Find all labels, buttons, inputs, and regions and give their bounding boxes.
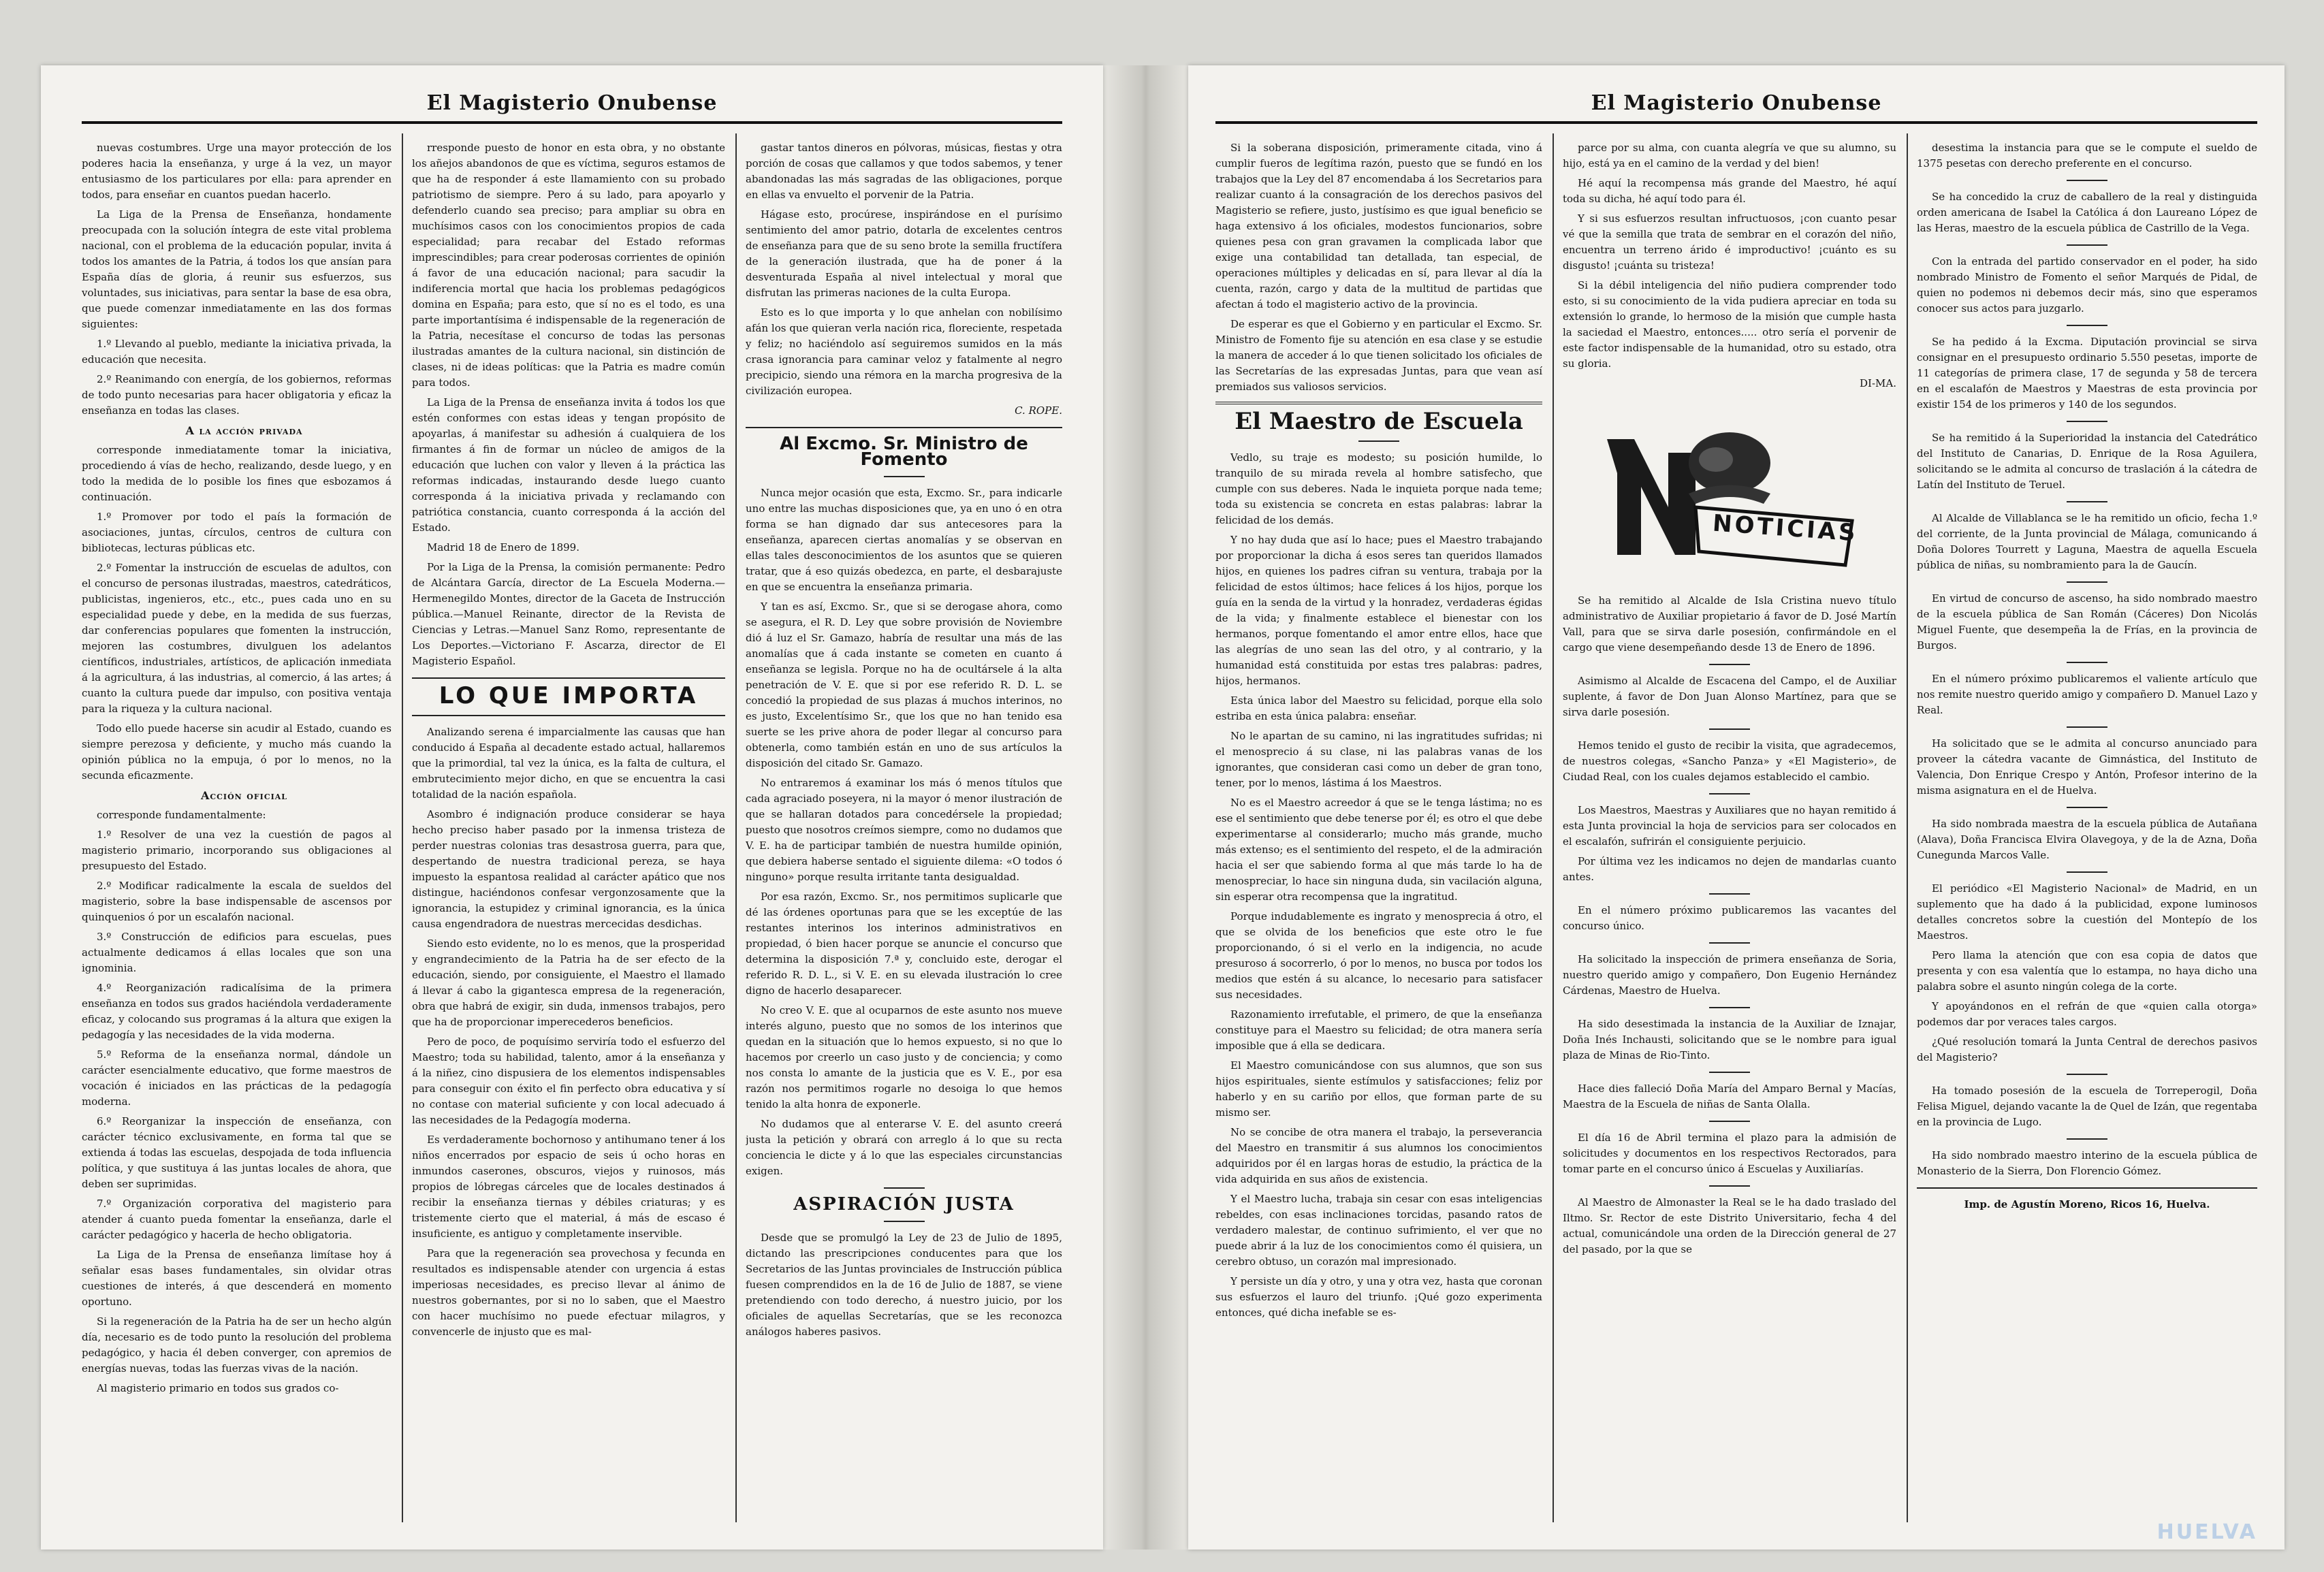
paragraph: Al Alcalde de Villablanca se le ha remitido un oficio, fecha 1.º del corriente, de la Junta provincial de Málaga, comunicando á Doña Dolores Tourrett y Laguna, Maestra de aquella Escuela pública de niñas, su nombramiento para la de Gaucín. xyxy=(1917,512,2257,571)
signature: DI-MA. xyxy=(1860,377,1896,389)
divider xyxy=(2067,1138,2107,1140)
divider xyxy=(1709,664,1750,665)
paragraph: Vedlo, su traje es modesto; su posición humilde, lo tranquilo de su mirada revela al hombre satisfecho, que cumple con sus deberes. Nada le inquieta porque nada teme; toda su existencia se concreta en estas palabras: labrar la felicidad de los demás. xyxy=(1215,451,1542,526)
paragraph: No creo V. E. que al ocuparnos de este asunto nos mueve interés alguno, puesto que no somos de los interinos que quedan en la situación que lo hemos expuesto, si no que lo hacemos por creerlo un caso justo y de conciencia; y como nos consta lo amante de la justicia que es V. E., por esa razón nos permitimos rogarle no desoiga lo que hemos tenido la alta honra de exponerle. xyxy=(746,1004,1062,1110)
left-column-2 xyxy=(412,140,725,1522)
noticias-title: NOTICIAS xyxy=(1711,509,1859,547)
paragraph: Por última vez les indicamos no dejen de mandarlas cuanto antes. xyxy=(1563,855,1896,883)
right-column-3 xyxy=(1917,140,2257,1522)
archive-watermark: HUELVA xyxy=(2156,1520,2257,1544)
divider xyxy=(2067,180,2107,181)
paragraph: Y apoyándonos en el refrán de que «quien calla otorga» podemos dar por veraces tales cargos. xyxy=(1917,1000,2257,1028)
paragraph: Todo ello puede hacerse sin acudir al Estado, cuando es siempre perezosa y deficiente, y mucho más cuando la opinión pública no la empuja, ó por lo menos, no la secunda eficazmente. xyxy=(82,722,392,782)
paragraph: 2.º Modificar radicalmente la escala de sueldos del magisterio, sobre la base indispensable de ascensos por quinquenios ó por un escalafón nacional. xyxy=(82,880,392,923)
paragraph: nuevas costumbres. Urge una mayor protección de los poderes hacia la enseñanza, y urge á la vez, un mayor entusiasmo de los particulares por ella: para aprender en todos, para enseñar en cuantos puedan hacerlo. xyxy=(82,142,392,201)
paragraph: Porque indudablemente es ingrato y menosprecia á otro, el que se olvida de los beneficios que este otro le fue proporcionando, ó si el verlo en la indigencia, no acude presuroso á socorrerlo, ó por lo menos, no busca por todos los medios que estén á su alcance, lo necesario para satisfacer sus necesidades. xyxy=(1215,910,1542,1001)
noticias-ornament xyxy=(1593,412,1866,568)
paragraph: Con la entrada del partido conservador en el poder, ha sido nombrado Ministro de Fomento el señor Marqués de Pidal, de quien no podemos ni debemos decir más, sino que esperamos conocer sus actos para juzgarlo. xyxy=(1917,255,2257,315)
paragraph: Y persiste un día y otro, y una y otra vez, hasta que coronan sus esfuerzos el lauro del triunfo. ¡Qué gozo experimenta entonces, qué dicha inefable se es- xyxy=(1215,1275,1542,1319)
paragraph: Si la soberana disposición, primeramente citada, vino á cumplir fueros de legítima razón, puesto que se fundó en los trabajos que la Ley del 87 encomendaba á los Secretarios para realizar cuanto á la consagración de los derechos pasivos del Magisterio se refiere, justo, justísimo es que igual beneficio se haga extensivo á los oficiales, modestos funcionarios, sobre quienes pesa con gran gravamen la complicada labor que exige una contabilidad tan detallada, tan especial, de operaciones múltiples y delicadas en sí, para llevar al día la cuenta, razón, cargo y data de la multitud de partidas que afectan á todo el magisterio activo de la provincia. xyxy=(1215,142,1542,310)
paragraph: Desde que se promulgó la Ley de 23 de Julio de 1895, dictando las prescripciones conducentes para que los Secretarios de las Juntas provinciales de Instrucción pública fuesen comprendidos en la de 16 de Julio de 1887, se viene pretendiendo con todo derecho, á nuestro juicio, por los oficiales de aquellas Secretarías, que se les reconozca análogos haberes pasivos. xyxy=(746,1232,1062,1338)
paragraph: En virtud de concurso de ascenso, ha sido nombrado maestro de la escuela pública de San Román (Cáceres) Don Nicolás Miguel Fuente, que desempeña la de Frías, en la provincia de Burgos. xyxy=(1917,592,2257,652)
signature: C. ROPE. xyxy=(1015,404,1062,417)
paragraph: 2.º Fomentar la instrucción de escuelas de adultos, con el concurso de personas ilustradas, maestros, catedráticos, publicistas, ingenieros, etc., etc., pues cada uno en su especialidad puede y debe, en la medida de sus fuerzas, dar conferencias populares que fomenten la instrucción, mejoren las costumbres, divulguen los adelantos científicos, industriales, artísticos, de aplicación inmediata á la agricultura, á las industrias, al comercio, á las artes; á cuanto la cultura puede dar impulso, con positiva ventaja para la riqueza y la cultura nacional. xyxy=(82,562,392,715)
divider xyxy=(1709,1072,1750,1073)
paragraph: Asimismo al Alcalde de Escacena del Campo, el de Auxiliar suplente, á favor de Don Juan Alonso Martínez, para que se sirva darle posesión. xyxy=(1563,675,1896,718)
paragraph: Se ha remitido al Alcalde de Isla Cristina nuevo título administrativo de Auxiliar propietario á favor de D. José Martín Vall, para que se sirva darle posesión, confirmándole en el cargo que viene desempeñando desde 13 de Enero de 1896. xyxy=(1563,594,1896,654)
paragraph: Para que la regeneración sea provechosa y fecunda en resultados es indispensable atender con urgencia á estas imperiosas necesidades, es preciso llevar al ánimo de nuestros gobernantes, por si no lo saben, que el Maestro con hacer muchísimo no puede efectuar milagros, y convencerle de injusto que es mal- xyxy=(412,1247,725,1338)
paragraph: Pero de poco, de poquísimo serviría todo el esfuerzo del Maestro; toda su habilidad, talento, amor á la enseñanza y á la niñez, cino dispusiera de los elementos indispensables para conseguir con éxito el fin perfecto obra educativa y sí no contase con material suficiente y con local adecuado á las necesidades de la Pedagogía moderna. xyxy=(412,1036,725,1126)
paragraph: 7.º Organización corporativa del magisterio para atender á cuanto pueda fomentar la enseñanza, darle el carácter pedagógico y hacerla de hecho obligatoria. xyxy=(82,1198,392,1241)
paragraph: ¿Qué resolución tomará la Junta Central de derechos pasivos del Magisterio? xyxy=(1917,1036,2257,1063)
paragraph: Es verdaderamente bochornoso y antihumano tener á los niños encerrados por espacio de seis ú ocho horas en inmundos caserones, obscuros, viejos y ruinosos, más propios de lóbregas cárceles que de locales destinados á recibir la enseñanza tiernas y débiles criaturas; y es tristemente cierto que el material, á más de escaso é insuficiente, es antiguo y completamente inservible. xyxy=(412,1134,725,1240)
paragraph: Siendo esto evidente, no lo es menos, que la prosperidad y engrandecimiento de la Patria ha de ser efecto de la educación, siendo, por consiguiente, el Maestro el llamado á llevar á cabo la gigantesca empresa de la regeneración, obra que habrá de exigir, sin duda, inmensos trabajos, pero que ha de proporcionar imperecederos beneficios. xyxy=(412,937,725,1028)
paragraph: corresponde fundamentalmente: xyxy=(97,809,266,821)
divider xyxy=(2067,501,2107,502)
divider xyxy=(1709,728,1750,730)
paragraph: En el número próximo publicaremos las vacantes del concurso único. xyxy=(1563,904,1896,932)
divider xyxy=(1215,402,1542,404)
article-title: ASPIRACIÓN JUSTA xyxy=(793,1194,1015,1215)
paragraph: Y no hay duda que así lo hace; pues el Maestro trabajando por proporcionar la dicha á esos seres tan queridos llamados hijos, en quienes los padres cifran su ventura, trabaja por la felicidad de estos últimos; hace felices á los hijos, porque los guía en la senda de la virtud y la honradez, verdaderas égidas de la vida; y finalmente establece el bienestar con los hermanos, porque fomentando el amor entre ellos, hace que las alegrías de uno sean las del otro, y al contrario, y la humanidad está constituida por estas tres palabras: padres, hijos, hermanos. xyxy=(1215,534,1542,687)
paragraph: La Liga de la Prensa de Enseñanza, hondamente preocupada con la solución íntegra de este vital problema nacional, con el problema de la educación popular, invita á todos los amantes de la Patria, á todos los que ansían para España días de gloria, á reunir sus esfuerzos, sus voluntades, sus iniciativas, para sentar la base de esa obra, que puede comenzar inmediatamente en las dos formas siguientes: xyxy=(82,208,392,330)
paragraph: No dudamos que al enterarse V. E. del asunto creerá justa la petición y obrará con arreglo á lo que su recta conciencia le dicte y á lo que las especiales circunstancias exigen. xyxy=(746,1118,1062,1177)
paragraph: Se ha remitido á la Superioridad la instancia del Catedrático del Instituto de Canarias, D. Enrique de la Rosa Aguilera, solicitando se le admita al concurso de traslación á la cátedra de Latín del Instituto de Teruel. xyxy=(1917,432,2257,491)
paragraph: desestima la instancia para que se le compute el sueldo de 1375 pesetas con derecho preferente en el concurso. xyxy=(1917,142,2257,170)
divider xyxy=(1358,440,1399,442)
article-title: El Maestro de Escuela xyxy=(1235,408,1523,435)
paragraph: Ha sido nombrada maestra de la escuela pública de Autañana (Alava), Doña Francisca Elvira Olavegoya, y de la de Azna, Doña Cunegunda Marcos Valle. xyxy=(1917,818,2257,861)
divider xyxy=(2067,325,2107,326)
book-gutter xyxy=(1103,65,1188,1550)
paragraph: Esto es lo que importa y lo que anhelan con nobilísimo afán los que quieran verla nación rica, floreciente, respetada y feliz; no haciéndolo así seguiremos sumidos en la más crasa ignorancia para caminar veloz y fatalmente al negro precipicio, siendo una rémora en la marcha progresiva de la civilización europea. xyxy=(746,306,1062,397)
paragraph: Los Maestros, Maestras y Auxiliares que no hayan remitido á esta Junta provincial la hoja de servicios para ser colocados en el escalafón, sufrirán el consiguiente perjuicio. xyxy=(1563,804,1896,848)
column-divider xyxy=(735,133,737,1522)
section-heading: A la acción privada xyxy=(185,424,303,437)
paragraph: Hágase esto, procúrese, inspirándose en el purísimo sentimiento del amor patrio, dotarla de excelentes centros de enseñanza para que de su seno brote la semilla fructífera de la generación ilustrada, que ha de poner á la desventurada España al nivel intelectual y moral que disfrutan las primeras naciones de la culta Europa. xyxy=(746,208,1062,299)
masthead-left: El Magisterio Onubense xyxy=(426,91,718,115)
paragraph: Por esa razón, Excmo. Sr., nos permitimos suplicarle que dé las órdenes oportunas para que se les exceptúe de las restantes interinos los interinos administrativos en propiedad, ó bien hacer porque se anuncie el concurso que determina la disposición 7.ª y, concluido este, derogar el referido R. D. L., si V. E. en su elevada ilustración lo cree digno de hacerlo desaparecer. xyxy=(746,891,1062,997)
left-column-1 xyxy=(82,140,392,1522)
divider xyxy=(1709,1121,1750,1122)
paragraph: La Liga de la Prensa de enseñanza limítase hoy á señalar esas bases fundamentales, sin olvidar otras cuestiones de interés, á que descenderá en momento oportuno. xyxy=(82,1249,392,1308)
divider xyxy=(884,1187,925,1189)
divider xyxy=(1709,942,1750,944)
divider xyxy=(884,476,925,477)
paragraph: No le apartan de su camino, ni las ingratitudes sufridas; ni el menosprecio á su clase, ni las palabras vanas de los ignorantes, que consideran casi como un deber de gran tono, tener, por lo menos, lástima á los Maestros. xyxy=(1215,730,1542,789)
paragraph: No es el Maestro acreedor á que se le tenga lástima; no es ese el sentimiento que debe tenerse por él; es otro el que debe experimentarse al considerarlo; mucho más grande, mucho más extenso; es el sentimiento del respeto, el de la admiración hacia el ser que sabiendo forma al que más tarde lo ha de menospreciar, lo hace sin ninguna duda, sin vacilación alguna, sin esperar otra recompensa que la ingratitud. xyxy=(1215,797,1542,903)
paragraph: Hemos tenido el gusto de recibir la visita, que agradecemos, de nuestros colegas, «Sancho Panza» y «El Magisterio», de Ciudad Real, con los cuales dejamos establecido el cambio. xyxy=(1563,739,1896,783)
paragraph: Se ha concedido la cruz de caballero de la real y distinguida orden americana de Isabel la Católica á don Laureano López de las Heras, maestro de la escuela pública de Castrillo de la Vega. xyxy=(1917,191,2257,234)
paragraph: 1.º Promover por todo el país la formación de asociaciones, juntas, círculos, centros de cultura con bibliotecas, lecturas públicas etc. xyxy=(82,511,392,554)
paragraph: Hace dies falleció Doña María del Amparo Bernal y Macías, Maestra de la Escuela de niñas de Santa Olalla. xyxy=(1563,1082,1896,1110)
divider xyxy=(2067,662,2107,663)
paragraph: Ha sido desestimada la instancia de la Auxiliar de Iznajar, Doña Inés Inchausti, solicitando que se le nombre para igual plaza de Minas de Rio-Tinto. xyxy=(1563,1018,1896,1061)
paragraph: rresponde puesto de honor en esta obra, y no obstante los añejos abandonos de que es víctima, seguros estamos de que ha de responder á este llamamiento con su probado patriotismo de siempre. Pero á su lado, para apoyarlo y defenderlo cuando sea preciso; para ampliar su obra en muchísimos casos con los conocimientos propios de cada especialidad; para recabar del Estado reformas imprescindibles; para crear poderosas corrientes de opinión á favor de una educación nacional; para sacudir la indiferencia mortal que hacia los problemas pedagógicos domina en España; para esto, que sí no es el todo, es una parte importantísima é indispensable de la regeneración de la Patria, necesítase el concurso de todas las personas ilustradas amantes de la cultura nacional, sin distinción de clases, ni de ideas políticas: que la Patria es madre común para todos. xyxy=(412,142,725,389)
paragraph: Si la débil inteligencia del niño pudiera comprender todo esto, si su conocimiento de la vida pudiera apreciar en toda su extensión lo grande, lo hermoso de la misión que cumple hasta la saciedad el Maestro, entonces..... otro sería el porvenir de este factor indispensable de la humanidad, otro su estado, otra su gloria. xyxy=(1563,279,1896,370)
paragraph: Asombro é indignación produce considerar se haya hecho preciso haber pasado por la inmensa tristeza de perder nuestras colonias tras desastrosa guerra, para que, despertando de nuestra tradicional pereza, se haya impuesto la espantosa realidad al carácter apático que nos distingue, haciéndonos confesar vergonzosamente que la ignorancia, la estupidez y criminal ignorancia, es la única causa engendradora de nuestras mercecidas desdichas. xyxy=(412,808,725,930)
paragraph: 2.º Reanimando con energía, de los gobiernos, reformas de todo punto necesarias para hacer obligatoria y eficaz la enseñanza en todas las clases. xyxy=(82,373,392,417)
divider xyxy=(746,427,1062,428)
paragraph: Y el Maestro lucha, trabaja sin cesar con esas inteligencias rebeldes, con esas inclinaciones torcidas, pasando ratos de verdadero malestar, de continuo sufrimiento, el ver que no puede abrir á la luz de los conocimientos como él quisiera, un cerebro obtuso, un corazón mal impresionado. xyxy=(1215,1193,1542,1268)
divider xyxy=(2067,807,2107,808)
section-heading: Acción oficial xyxy=(201,789,287,802)
paragraph: Esta única labor del Maestro su felicidad, porque ella solo estriba en esta única palabra: enseñar. xyxy=(1215,694,1542,722)
paragraph: Ha sido nombrado maestro interino de la escuela pública de Monasterio de la Sierra, Don Florencio Gómez. xyxy=(1917,1149,2257,1177)
divider xyxy=(2067,581,2107,583)
paragraph: La Liga de la Prensa de enseñanza invita á todos los que estén conformes con estas ideas y tengan propósito de apoyarlas, á manifestar su adhesión á cualquiera de los firmantes á fin de formar un núcleo de amigos de la educación que luchen con valor y lleven á la práctica las reformas indicadas, instaurando desde luego cuanto corresponda á la iniciativa privada y reclamando con patriótica constancia, cuanto corresponda á la acción del Estado. xyxy=(412,396,725,534)
paragraph: Por la Liga de la Prensa, la comisión permanente: Pedro de Alcántara García, director de La Escuela Moderna.—Hermenegildo Montes, director de la Gaceta de Instrucción pública.—Manuel Reinante, director de la Revista de Ciencias y Letras.—Manuel Sanz Romo, representante de Los Deportes.—Victoriano F. Ascarza, director de El Magisterio Español. xyxy=(412,561,725,667)
paragraph: Se ha pedido á la Excma. Diputación provincial se sirva consignar en el presupuesto ordinario 5.550 pesetas, importe de 11 categorías de primera clase, 17 de segunda y 58 de tercera en el escalafón de Maestros y Maestras de esta provincia por existir 154 de los primeros y 140 de los segundos. xyxy=(1917,336,2257,411)
paragraph: 4.º Reorganización radicalísima de la primera enseñanza en todos sus grados haciéndola verdaderamente eficaz, y colocando sus programas á la altura que exigen la pedagogía y las necesidades de la vida moderna. xyxy=(82,982,392,1041)
paragraph: gastar tantos dineros en pólvoras, músicas, fiestas y otra porción de cosas que callamos y que todos sabemos, y tener abandonadas las más sagradas de las obligaciones, porque en ellas va envuelto el porvenir de la Patria. xyxy=(746,142,1062,201)
right-column-2 xyxy=(1563,140,1896,1522)
divider xyxy=(2067,871,2107,873)
divider xyxy=(884,1221,925,1222)
paragraph: Hé aquí la recompensa más grande del Maestro, hé aquí toda su dicha, hé aquí todo para él. xyxy=(1563,177,1896,205)
masthead-right: El Magisterio Onubense xyxy=(1591,91,1882,115)
paragraph: Y tan es así, Excmo. Sr., que si se derogase ahora, como se asegura, el R. D. Ley que sobre provisión de Noviembre dió á luz el Sr. Gamazo, habría de resultar una más de las anomalías que á cada instante se cometen en cuanto á enseñanza se legisla. Porque no ha de ocultársele á la alta penetración de V. E. que si por ese referido R. D. L. se concedió la propiedad de sus plazas á muchos interinos, no es justo, Excelentísimo Sr., que los que no han tenido esa suerte se les prive ahora de poder llegar al concurso para obtenerla, como también están en uno de sus artículos la disposición del citado Sr. Gamazo. xyxy=(746,600,1062,769)
divider xyxy=(1709,893,1750,895)
paragraph: parce por su alma, con cuanta alegría ve que su alumno, su hijo, está ya en el camino de la verdad y del bien! xyxy=(1563,142,1896,170)
paragraph: El día 16 de Abril termina el plazo para la admisión de solicitudes y documentos en los respectivos Rectorados, para tomar parte en el concurso único á Escuelas y Auxiliarías. xyxy=(1563,1132,1896,1175)
paragraph: En el número próximo publicaremos el valiente artículo que nos remite nuestro querido amigo y compañero D. Manuel Lazo y Real. xyxy=(1917,673,2257,716)
divider xyxy=(2067,244,2107,246)
column-divider xyxy=(402,133,403,1522)
divider xyxy=(2067,421,2107,422)
divider xyxy=(1709,1185,1750,1187)
paragraph: Analizando serena é imparcialmente las causas que han conducido á España al decadente estado actual, hallaremos que la primordial, tal vez la única, es la falta de cultura, el embrutecimiento mejor dicho, en que se encuentra la casi totalidad de la nación española. xyxy=(412,726,725,801)
masthead-rule-left xyxy=(82,121,1062,124)
column-divider xyxy=(1907,133,1908,1522)
paragraph: No se concibe de otra manera el trabajo, la perseverancia del Maestro en transmitir á sus alumnos los conocimientos adquiridos por él en largas horas de estudio, la práctica de la vida adquirida en sus años de existencia. xyxy=(1215,1126,1542,1185)
divider xyxy=(412,715,725,716)
paragraph: Si la regeneración de la Patria ha de ser un hecho algún día, necesario es de todo punto la resolución del problema pedagógico, y hacia él deben converger, con apremios de energías nuevas, todas las fuerzas vivas de la nación. xyxy=(82,1315,392,1375)
paragraph: Pero llama la atención que con esa copia de datos que presenta y con esa valentía que lo estampa, no haya dicho una palabra sobre el asunto ningún colega de la corte. xyxy=(1917,949,2257,993)
paragraph: Ha solicitado la inspección de primera enseñanza de Soria, nuestro querido amigo y compañero, Don Eugenio Hernández Cárdenas, Maestro de Huelva. xyxy=(1563,953,1896,997)
paragraph: Ha solicitado que se le admita al concurso anunciado para proveer la cátedra vacante de Gimnástica, del Instituto de Valencia, Don Enrique Crespo y Antón, Profesor interino de la misma asignatura en el de Huelva. xyxy=(1917,737,2257,797)
divider xyxy=(1917,1187,2257,1189)
divider xyxy=(2067,726,2107,728)
left-page xyxy=(41,65,1103,1550)
paragraph: 3.º Construcción de edificios para escuelas, pues actualmente dedicamos á ellas locales que son una ignominia. xyxy=(82,931,392,974)
paragraph: 1.º Resolver de una vez la cuestión de pagos al magisterio primario, incorporando sus obligaciones al presupuesto del Estado. xyxy=(82,829,392,872)
paragraph: No entraremos á examinar los más ó menos títulos que cada agraciado poseyera, ni la mayor ó menor ilustración de que se hallaran dotados para concedérsele la propiedad; puesto que nosotros creímos siempre, como no dudamos que V. E. ha de participar también de nuestra humilde opinión, que debiera haberse sentado el siguiente dilema: «O todos ó ninguno» porque resulta irritante tanta desigualdad. xyxy=(746,777,1062,883)
paragraph: corresponde inmediatamente tomar la iniciativa, procediendo á vías de hecho, realizando, desde luego, y en todo la medida de lo posible los fines que esbozamos á continuación. xyxy=(82,444,392,503)
divider xyxy=(1709,793,1750,795)
right-page xyxy=(1188,65,2285,1550)
divider xyxy=(2067,1074,2107,1075)
paragraph: Nunca mejor ocasión que esta, Excmo. Sr., para indicarle uno entre las muchas disposiciones que, ya en uno ó en otra forma se han dignado dar sus antecesores para la enseñanza, aparecen ciertas anomalías y se observan en ellas tales desconocimientos de los asuntos que se quieren tratar, que á eso quizás obedezca, en parte, el desbarajuste en que se encuentra la enseñanza primaria. xyxy=(746,487,1062,593)
column-divider xyxy=(1553,133,1554,1522)
paragraph: Al Maestro de Almonaster la Real se le ha dado traslado del Iltmo. Sr. Rector de este Distrito Universitario, fecha 4 del actual, comunicándole una orden de la Dirección general de 27 del pasado, por la que se xyxy=(1563,1196,1896,1255)
paragraph: 6.º Reorganizar la inspección de enseñanza, con carácter técnico exclusivamente, en forma tal que se extienda á todas las escuelas, despojada de toda influencia política, y que sustituya á las juntas locales de ahora, que deben ser suprimidas. xyxy=(82,1115,392,1190)
divider xyxy=(412,677,725,679)
paragraph: Madrid 18 de Enero de 1899. xyxy=(427,541,579,554)
paragraph: Ha tomado posesión de la escuela de Torreperogil, Doña Felisa Miguel, dejando vacante la de Quel de Izán, que regentaba en la provincia de Lugo. xyxy=(1917,1085,2257,1128)
paragraph: De esperar es que el Gobierno y en particular el Excmo. Sr. Ministro de Fomento fije su atención en esa clase y se estudie la manera de acceder á lo que tienen solicitado los oficiales de las Secretarías de las expresadas Juntas, para que vean así premiados sus valiosos servicios. xyxy=(1215,318,1542,393)
article-title: LO QUE IMPORTA xyxy=(439,682,699,709)
paragraph: 1.º Llevando al pueblo, mediante la iniciativa privada, la educación que necesita. xyxy=(82,338,392,366)
paragraph: El Maestro comunicándose con sus alumnos, que son sus hijos espirituales, siente estímulos y satisfacciones; feliz por haberlo y en su cariño por ellos, que forman parte de su mismo ser. xyxy=(1215,1059,1542,1119)
article-title: Al Excmo. Sr. Ministro de Fomento xyxy=(780,434,1028,470)
paragraph: Y si sus esfuerzos resultan infructuosos, ¡con cuanto pesar vé que la semilla que trata de sembrar en el corazón del niño, encuentra un terreno árido é improductivo! ¡cuánto es su disgusto! ¡cuánta su tristeza! xyxy=(1563,212,1896,272)
right-column-1 xyxy=(1215,140,1542,1522)
paragraph: Razonamiento irrefutable, el primero, de que la enseñanza constituye para el Maestro su felicidad; de otra manera sería imposible que á ella se dedicara. xyxy=(1215,1008,1542,1052)
imprint: Imp. de Agustín Moreno, Ricos 16, Huelva. xyxy=(1964,1198,2210,1210)
paragraph: 5.º Reforma de la enseñanza normal, dándole un carácter esencialmente educativo, que forme maestros de vocación é iniciados en las prácticas de la pedagogía moderna. xyxy=(82,1048,392,1108)
masthead-rule-right xyxy=(1215,121,2257,124)
noticias-header-illustration xyxy=(1593,412,1866,568)
paragraph: El periódico «El Magisterio Nacional» de Madrid, en un suplemento que ha dado á la publicidad, expone luminosos detalles concretos sobre la cuestión del Montepío de los Maestros. xyxy=(1917,882,2257,942)
divider xyxy=(1709,1007,1750,1008)
left-column-3 xyxy=(746,140,1062,1522)
paragraph: Al magisterio primario en todos sus grados co- xyxy=(97,1382,339,1394)
